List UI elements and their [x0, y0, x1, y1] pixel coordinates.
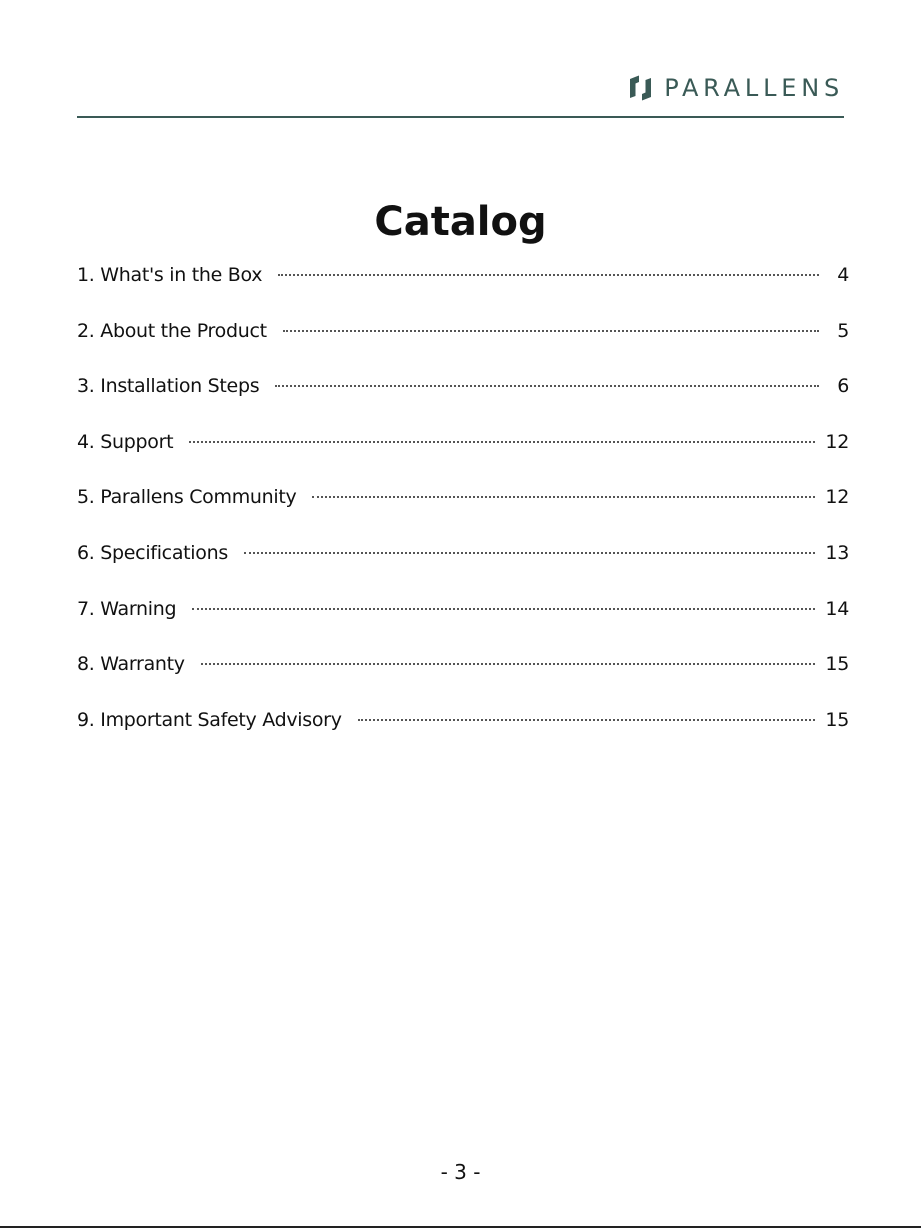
- toc-entry-page-number: 15: [825, 653, 849, 676]
- toc-entry-specifications[interactable]: [77, 542, 849, 598]
- toc-entry-warning[interactable]: [77, 598, 849, 654]
- toc-entry-page-number: 5: [837, 319, 849, 342]
- toc-entry-page-number: 14: [825, 597, 849, 620]
- toc-entry-label: 3. Installation Steps: [77, 375, 260, 398]
- toc-entry-label: 8. Warranty: [77, 653, 185, 676]
- toc-entry-page-number: 13: [825, 541, 849, 564]
- toc-dot-leader: [312, 496, 815, 498]
- page-number: - 3 -: [440, 1160, 481, 1184]
- toc-entry-page-number: 4: [837, 264, 849, 286]
- toc-entry-page-number: 6: [837, 375, 849, 398]
- toc-entry-label: 6. Specifications: [77, 541, 228, 564]
- toc-dot-leader: [189, 441, 815, 443]
- toc-entry-page-number: 12: [825, 486, 849, 509]
- toc-entry-label: 2. About the Product: [77, 319, 267, 342]
- toc-dot-leader: [275, 385, 819, 387]
- toc-entry-page-number: 15: [825, 708, 849, 731]
- header-divider: [77, 116, 844, 118]
- table-of-contents: [77, 264, 849, 764]
- toc-entry-important-safety-advisory[interactable]: [77, 709, 849, 765]
- page-title: Catalog: [374, 198, 547, 245]
- toc-entry-label: 9. Important Safety Advisory: [77, 708, 342, 731]
- toc-entry-warranty[interactable]: [77, 653, 849, 709]
- toc-entry-parallens-community[interactable]: [77, 486, 849, 542]
- toc-entry-whats-in-the-box[interactable]: [77, 264, 849, 320]
- toc-entry-label: 5. Parallens Community: [77, 486, 297, 509]
- toc-entry-page-number: 12: [825, 430, 849, 453]
- toc-dot-leader: [244, 552, 815, 554]
- toc-entry-label: 4. Support: [77, 430, 174, 453]
- page-header: [77, 66, 844, 118]
- toc-dot-leader: [278, 274, 819, 276]
- toc-entry-about-the-product[interactable]: [77, 320, 849, 376]
- brand-logo: [627, 66, 844, 110]
- toc-entry-support[interactable]: [77, 431, 849, 487]
- toc-dot-leader: [192, 608, 815, 610]
- toc-entry-label: 7. Warning: [77, 597, 177, 620]
- bottom-page-edge: [0, 1226, 921, 1228]
- toc-entry-label: 1. What's in the Box: [77, 264, 263, 286]
- toc-dot-leader: [201, 663, 816, 665]
- toc-entry-installation-steps[interactable]: [77, 375, 849, 431]
- brand-name: PARALLENS: [664, 74, 844, 102]
- parallens-logo-icon: [627, 73, 654, 103]
- toc-dot-leader: [283, 330, 819, 332]
- toc-dot-leader: [358, 719, 816, 721]
